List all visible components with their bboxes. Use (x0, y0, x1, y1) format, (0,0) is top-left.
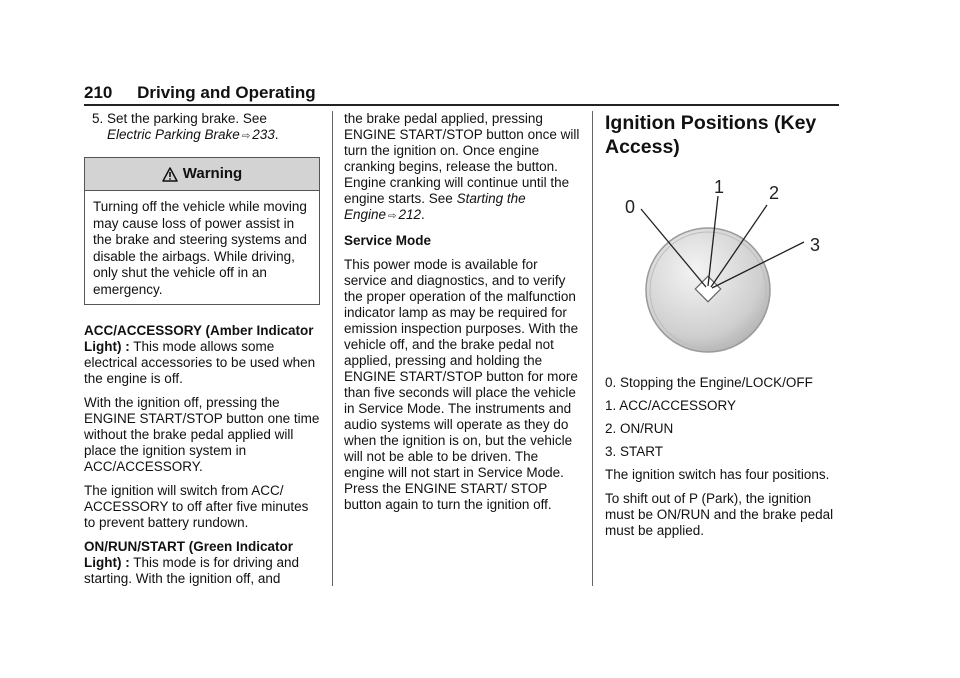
service-mode-paragraph: This power mode is available for service and diagnostics, and to verify the proper operation of the malfunction indicator lamp as may be required for emission inspection purposes. With the vehicle off, and the brake pedal not applied, pressing and holding the ENGINE START/STOP button for more than five seconds will place the vehicle in Service Mode. The instruments and audio systems will operate as they do when the ignition is on, but the vehicle will not be able to be driven. The engine will not start in Service Mode. Press the ENGINE START/ STOP button again to turn the ignition off. (344, 257, 579, 512)
page-reference-arrow-icon: ⇨ (241, 131, 251, 142)
page-number: 210 (84, 83, 113, 102)
position-label-2: 2 (769, 183, 780, 203)
step-number: 5. (92, 111, 104, 126)
column-divider (592, 111, 593, 586)
page-header (84, 83, 839, 105)
on-run-paragraph (84, 539, 320, 587)
warning-title: Warning (182, 165, 243, 182)
electric-parking-brake-link[interactable]: Electric Parking Brake (107, 127, 240, 142)
on-run-label: ON/RUN/START (Green Indicator Light) : (84, 539, 294, 570)
column-divider (332, 111, 333, 586)
service-mode-heading: Service Mode (344, 233, 432, 248)
position-item: 3. START (605, 444, 664, 459)
ignition-switch-figure (605, 167, 840, 357)
section-heading: Ignition Positions (Key Access) (605, 112, 817, 158)
starting-the-engine-link[interactable]: Starting the Engine (344, 191, 526, 222)
position-label-3: 3 (810, 235, 821, 255)
acc-paragraph (84, 323, 320, 387)
page-reference-arrow-icon: ⇨ (388, 211, 397, 222)
on-run-text: This mode is for driving and starting. With the ignition off, and (84, 555, 300, 586)
column-3 (605, 111, 840, 547)
acc-label: ACC/ACCESSORY (Amber Indicator Light) : (84, 323, 314, 354)
column-2 (344, 111, 580, 521)
continued-paragraph: the brake pedal applied, pressing ENGINE START/STOP button once will turn the ignition on. Once engine cranking begins, release the button. Engine cranking will continue until the engine starts. See Starting the Engine ⇨ 212. (344, 111, 580, 222)
ignition-off-paragraph: With the ignition off, pressing the ENGINE START/STOP button one time without the brake pedal applied will place the ignition system in ACC/ACCESSORY. (84, 395, 320, 474)
position-item: 1. ACC/ACCESSORY (605, 398, 737, 413)
position-item: 2. ON/RUN (605, 421, 674, 436)
four-positions-paragraph: The ignition switch has four positions. (605, 467, 830, 482)
position-item: 0. Stopping the Engine/LOCK/OFF (605, 375, 813, 390)
warning-triangle-icon (162, 167, 178, 182)
step-item (84, 111, 320, 145)
position-label-1: 1 (714, 177, 725, 197)
warning-box (84, 157, 320, 305)
page-reference[interactable]: 212 (398, 207, 421, 222)
column-1 (84, 111, 320, 595)
step-text: Set the parking brake. See Electric Parking Brake ⇨ 233. (107, 111, 279, 142)
warning-body: Turning off the vehicle while moving may cause loss of power assist in the brake and steering systems and disable the airbags. While driving, only shut the vehicle off in an emergency. (93, 199, 307, 297)
switch-paragraph: The ignition will switch from ACC/ ACCESSORY to off after five minutes to prevent battery rundown. (84, 483, 309, 530)
page-reference[interactable]: 233 (252, 127, 275, 142)
header-rule (84, 104, 839, 106)
warning-header (85, 158, 319, 191)
section-title: Driving and Operating (137, 83, 316, 102)
shift-paragraph: To shift out of P (Park), the ignition must be ON/RUN and the brake pedal must be applied. (605, 491, 834, 538)
acc-text: This mode allows some electrical accessories to be used when the engine is off. (84, 339, 316, 386)
position-label-0: 0 (625, 197, 636, 217)
